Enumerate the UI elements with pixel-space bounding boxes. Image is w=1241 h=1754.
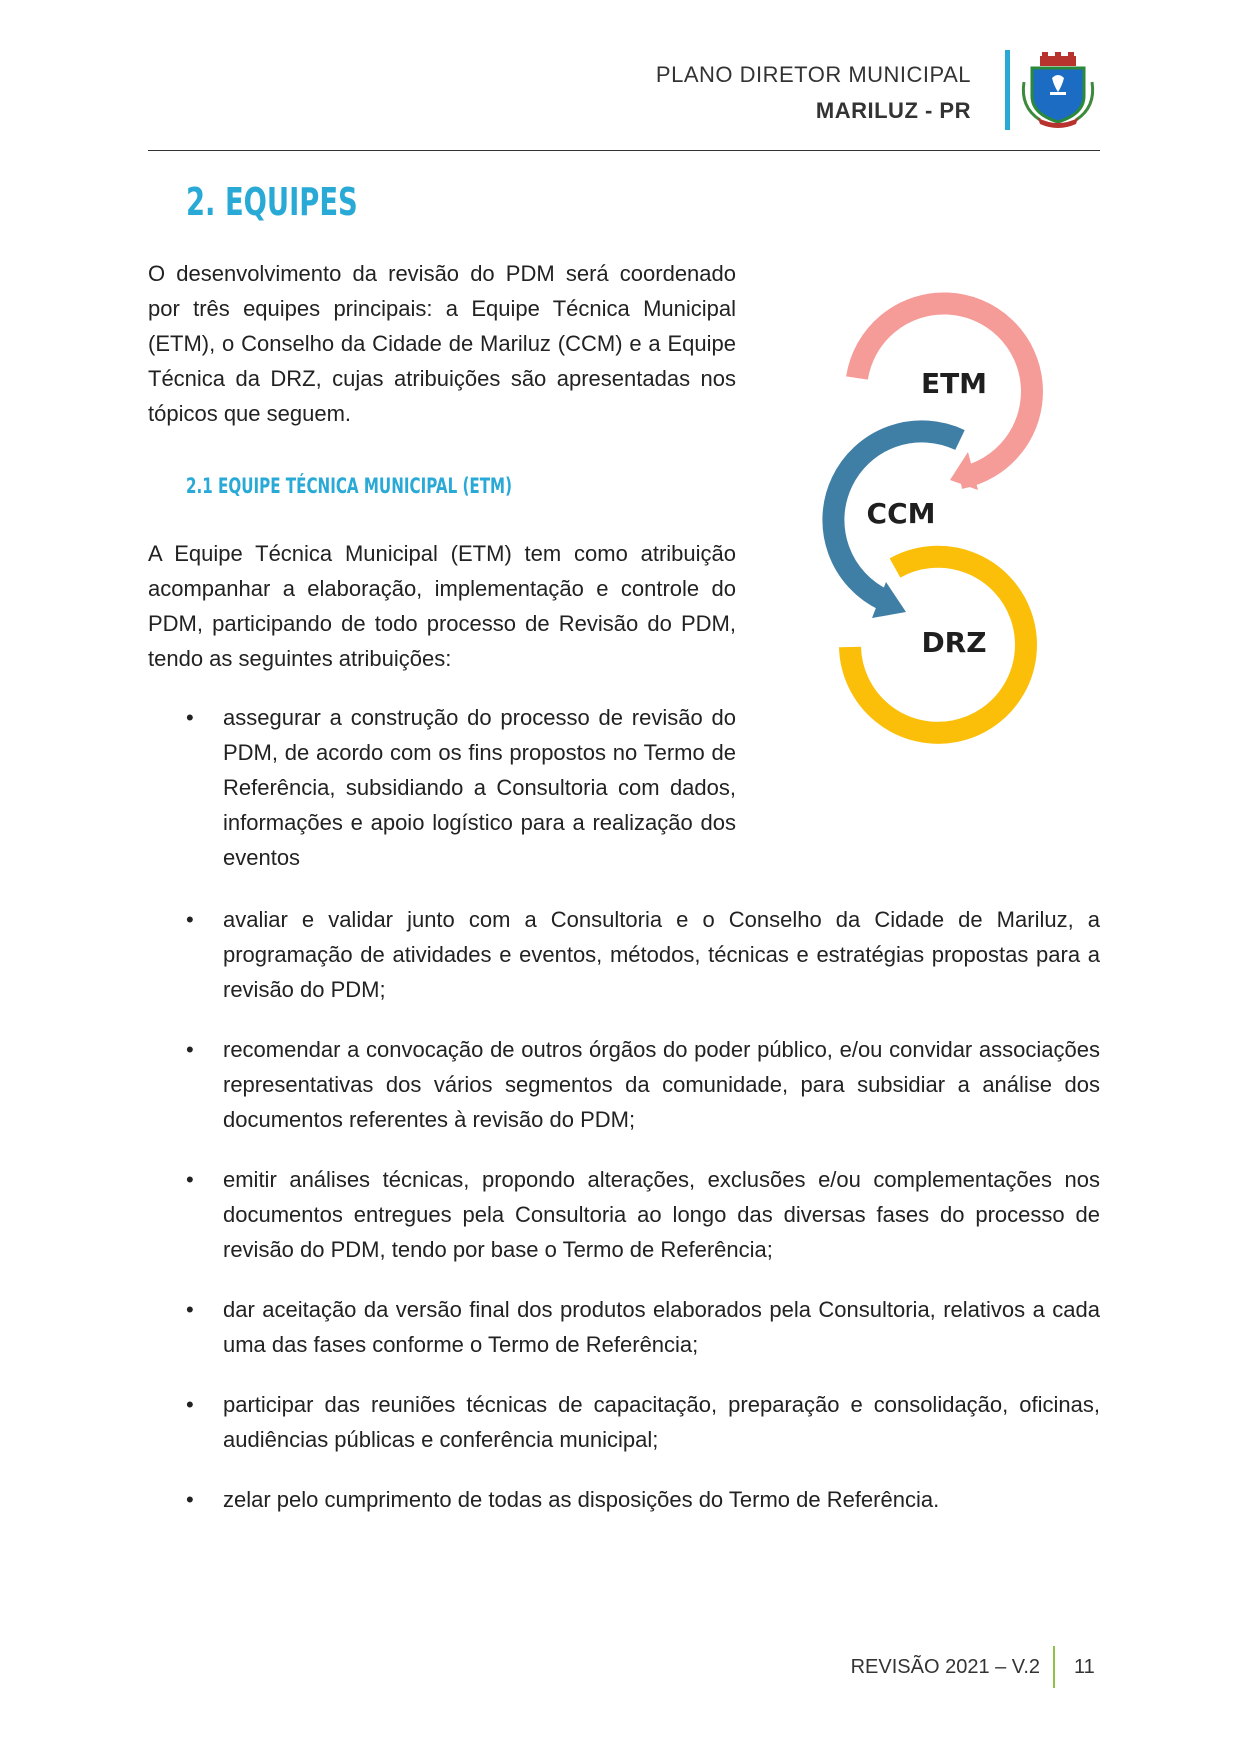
bullet-list-wide [148, 902, 1100, 1517]
header-subtitle: MARILUZ - PR [815, 98, 971, 123]
teams-cycle-diagram [790, 280, 1080, 750]
bullet-list-narrow [148, 700, 736, 875]
ccm-label: CCM [866, 497, 936, 530]
list-item: • emitir análises técnicas, propondo alterações, exclusões e/ou complementações nos documentos entregues pela Consultoria ao longo das diversas fases do processo de revisão do PDM, tendo por base o Termo de Referência; [148, 1162, 1100, 1267]
header-divider [1005, 50, 1010, 130]
footer-divider [1053, 1646, 1055, 1688]
list-item: • assegurar a construção do processo de revisão do PDM, de acordo com os fins propostos no Termo de Referência, subsidiando a Consultoria com dados, informações e apoio logístico para a realização dos eventos [148, 700, 736, 875]
header-rule [148, 150, 1100, 151]
subsection-intro-paragraph: A Equipe Técnica Municipal (ETM) tem como atribuição acompanhar a elaboração, implementação e controle do PDM, participando de todo processo de Revisão do PDM, tendo as seguintes atribuições: [148, 541, 736, 671]
list-item: • participar das reuniões técnicas de capacitação, preparação e consolidação, oficinas, audiências públicas e conferência municipal; [148, 1387, 1100, 1457]
list-item: • recomendar a convocação de outros órgãos do poder público, e/ou convidar associações representativas dos vários segmentos da comunidade, para subsidiar a análise dos documentos referentes à revisão do PDM; [148, 1032, 1100, 1137]
footer-revision: REVISÃO 2021 – V.2 [850, 1656, 1040, 1678]
etm-label: ETM [920, 367, 988, 400]
list-item: • dar aceitação da versão final dos produtos elaborados pela Consultoria, relativos a cada uma das fases conforme o Termo de Referência; [148, 1292, 1100, 1362]
section-intro-paragraph: O desenvolvimento da revisão do PDM será coordenado por três equipes principais: a Equipe Técnica Municipal (ETM), o Conselho da Cidade de Mariluz (CCM) e a Equipe Técnica da DRZ, cujas atribuições são apresentadas nos tópicos que seguem. [148, 261, 736, 426]
section-heading: 2. EQUIPES [186, 180, 358, 224]
header-title: PLANO DIRETOR MUNICIPAL [655, 62, 971, 87]
list-item: • zelar pelo cumprimento de todas as disposições do Termo de Referência. [148, 1482, 1100, 1517]
page-number: 11 [1074, 1656, 1095, 1678]
subsection-heading: 2.1 EQUIPE TÉCNICA MUNICIPAL (ETM) [186, 474, 513, 498]
list-item: • avaliar e validar junto com a Consultoria e o Conselho da Cidade de Mariluz, a programação de atividades e eventos, métodos, técnicas e estratégias propostas para a revisão do PDM; [148, 902, 1100, 1007]
municipal-crest-icon [1018, 52, 1098, 132]
drz-label: DRZ [921, 626, 987, 659]
